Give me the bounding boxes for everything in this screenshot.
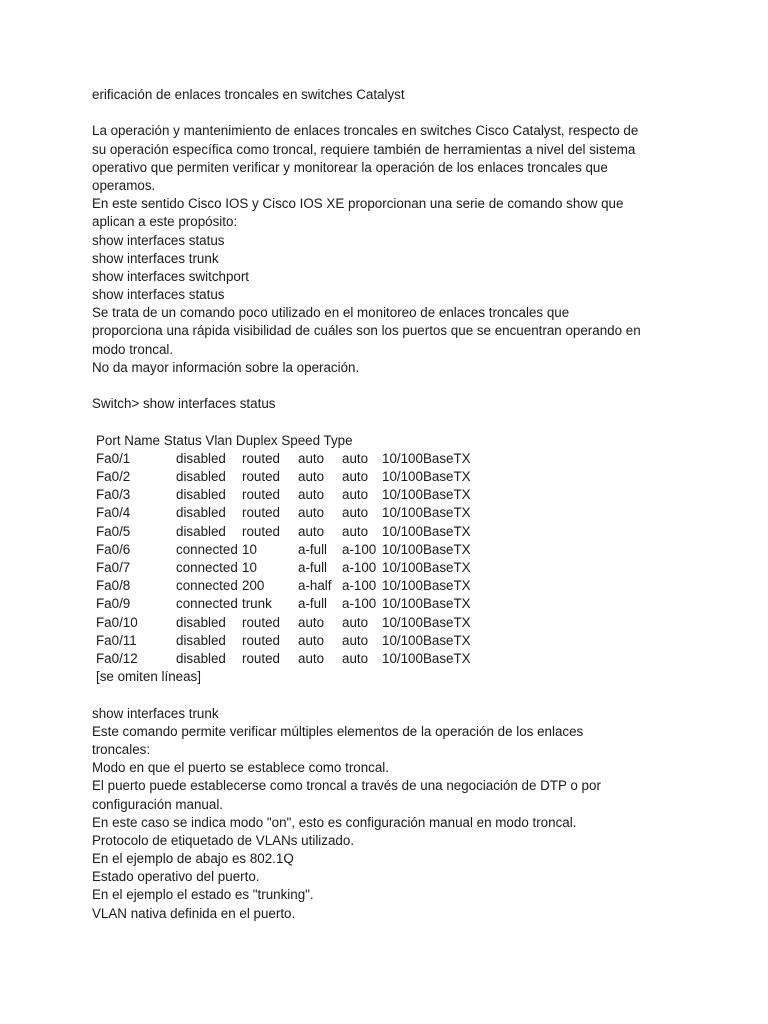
- status-cell: disabled: [176, 468, 226, 484]
- vlan-cell: routed: [242, 614, 280, 630]
- port-cell: Fa0/5: [96, 523, 131, 539]
- paragraph-line: operativo que permiten verificar y monitorear la operación de los enlaces troncales que: [92, 159, 608, 175]
- type-cell: 10/100BaseTX: [382, 614, 471, 630]
- duplex-cell: auto: [298, 632, 325, 648]
- table-row: [96, 614, 502, 632]
- duplex-cell: auto: [298, 614, 325, 630]
- spacer: [92, 377, 692, 395]
- vlan-cell: trunk: [242, 596, 272, 612]
- paragraph-line: modo troncal.: [92, 341, 174, 357]
- status-cell: connected: [176, 596, 238, 612]
- paragraph-line: Modo en que el puerto se establece como troncal.: [92, 760, 390, 776]
- duplex-cell: auto: [298, 505, 325, 521]
- spacer: [92, 104, 692, 122]
- port-cell: Fa0/6: [96, 541, 131, 557]
- table-row: [96, 523, 502, 541]
- type-cell: 10/100BaseTX: [382, 505, 471, 521]
- type-cell: 10/100BaseTX: [382, 450, 471, 466]
- table-row: [96, 650, 502, 668]
- table-row: [96, 504, 502, 522]
- duplex-cell: auto: [298, 650, 325, 666]
- paragraph-line: aplican a este propósito:: [92, 214, 238, 230]
- vlan-cell: routed: [242, 487, 280, 503]
- paragraph-line: su operación específica como troncal, requiere también de herramientas a nivel del sistema: [92, 141, 636, 157]
- spacer: [92, 686, 692, 704]
- paragraph-line: En este sentido Cisco IOS y Cisco IOS XE proporcionan una serie de comando show que: [92, 196, 624, 212]
- command-line: Switch> show interfaces status: [92, 396, 276, 412]
- paragraph-line: En este caso se indica modo "on", esto es configuración manual en modo troncal.: [92, 814, 577, 830]
- document-body: [92, 86, 692, 923]
- paragraph-line: Protocolo de etiquetado de VLANs utilizado.: [92, 832, 355, 848]
- port-cell: Fa0/4: [96, 505, 131, 521]
- speed-cell: a-100: [342, 578, 377, 594]
- status-table-header: Port Name Status Vlan Duplex Speed Type: [96, 432, 353, 448]
- duplex-cell: a-full: [298, 559, 328, 575]
- paragraph-line: No da mayor información sobre la operación.: [92, 359, 360, 375]
- port-cell: Fa0/7: [96, 559, 131, 575]
- vlan-cell: 10: [242, 541, 257, 557]
- type-cell: 10/100BaseTX: [382, 650, 471, 666]
- status-cell: disabled: [176, 650, 226, 666]
- status-cell: disabled: [176, 614, 226, 630]
- speed-cell: auto: [342, 650, 369, 666]
- port-cell: Fa0/8: [96, 578, 131, 594]
- paragraph-line: Se trata de un comando poco utilizado en el monitoreo de enlaces troncales que: [92, 305, 570, 321]
- port-cell: Fa0/3: [96, 487, 131, 503]
- status-cell: connected: [176, 559, 238, 575]
- paragraph-line: show interfaces status: [92, 232, 225, 248]
- duplex-cell: auto: [298, 450, 325, 466]
- table-row: [96, 632, 502, 650]
- type-cell: 10/100BaseTX: [382, 559, 471, 575]
- table-row: [96, 595, 502, 613]
- status-cell: disabled: [176, 632, 226, 648]
- type-cell: 10/100BaseTX: [382, 541, 471, 557]
- type-cell: 10/100BaseTX: [382, 578, 471, 594]
- port-cell: Fa0/12: [96, 650, 138, 666]
- table-row: [96, 541, 502, 559]
- vlan-cell: routed: [242, 650, 280, 666]
- port-cell: Fa0/11: [96, 632, 137, 648]
- paragraph-line: proporciona una rápida visibilidad de cuáles son los puertos que se encuentran operando en: [92, 323, 641, 339]
- port-cell: Fa0/9: [96, 596, 131, 612]
- duplex-cell: auto: [298, 468, 325, 484]
- vlan-cell: routed: [242, 450, 280, 466]
- type-cell: 10/100BaseTX: [382, 523, 471, 539]
- vlan-cell: 200: [242, 578, 265, 594]
- port-cell: Fa0/10: [96, 614, 138, 630]
- paragraph-line: VLAN nativa definida en el puerto.: [92, 905, 296, 921]
- speed-cell: auto: [342, 487, 369, 503]
- vlan-cell: 10: [242, 559, 257, 575]
- status-table: [96, 450, 502, 668]
- paragraph-line: En el ejemplo de abajo es 802.1Q: [92, 851, 294, 867]
- omitted-lines-note: [se omiten líneas]: [96, 669, 201, 685]
- paragraph-line: Estado operativo del puerto.: [92, 869, 260, 885]
- intro-paragraphs: [92, 122, 692, 377]
- paragraph-line: show interfaces trunk: [92, 705, 219, 721]
- port-cell: Fa0/2: [96, 468, 131, 484]
- speed-cell: auto: [342, 523, 369, 539]
- table-row: [96, 559, 502, 577]
- table-row: [96, 468, 502, 486]
- table-row: [96, 577, 502, 595]
- type-cell: 10/100BaseTX: [382, 487, 471, 503]
- paragraph-line: La operación y mantenimiento de enlaces troncales en switches Cisco Catalyst, respecto de: [92, 123, 639, 139]
- speed-cell: auto: [342, 614, 369, 630]
- paragraph-line: operamos.: [92, 177, 156, 193]
- vlan-cell: routed: [242, 632, 280, 648]
- type-cell: 10/100BaseTX: [382, 596, 471, 612]
- duplex-cell: a-full: [298, 596, 328, 612]
- duplex-cell: a-full: [298, 541, 328, 557]
- document-title: erificación de enlaces troncales en switches Catalyst: [92, 87, 405, 102]
- paragraph-line: troncales:: [92, 741, 151, 757]
- type-cell: 10/100BaseTX: [382, 468, 471, 484]
- speed-cell: auto: [342, 450, 369, 466]
- duplex-cell: auto: [298, 523, 325, 539]
- vlan-cell: routed: [242, 468, 280, 484]
- vlan-cell: routed: [242, 505, 280, 521]
- duplex-cell: auto: [298, 487, 325, 503]
- speed-cell: auto: [342, 505, 369, 521]
- paragraph-line: configuración manual.: [92, 796, 224, 812]
- speed-cell: a-100: [342, 596, 377, 612]
- speed-cell: a-100: [342, 559, 377, 575]
- speed-cell: a-100: [342, 541, 377, 557]
- status-cell: disabled: [176, 487, 226, 503]
- trunk-section: [92, 705, 692, 923]
- speed-cell: auto: [342, 632, 369, 648]
- paragraph-line: En el ejemplo el estado es "trunking".: [92, 887, 314, 903]
- status-cell: connected: [176, 541, 238, 557]
- spacer: [92, 413, 692, 431]
- status-cell: connected: [176, 578, 238, 594]
- status-cell: disabled: [176, 523, 226, 539]
- paragraph-line: show interfaces trunk: [92, 250, 219, 266]
- paragraph-line: show interfaces status: [92, 287, 225, 303]
- duplex-cell: a-half: [298, 578, 332, 594]
- vlan-cell: routed: [242, 523, 280, 539]
- paragraph-line: Este comando permite verificar múltiples elementos de la operación de los enlaces: [92, 723, 584, 739]
- port-cell: Fa0/1: [96, 450, 131, 466]
- speed-cell: auto: [342, 468, 369, 484]
- table-row: [96, 486, 502, 504]
- type-cell: 10/100BaseTX: [382, 632, 471, 648]
- table-row: [96, 450, 502, 468]
- status-cell: disabled: [176, 505, 226, 521]
- paragraph-line: show interfaces switchport: [92, 268, 250, 284]
- status-cell: disabled: [176, 450, 226, 466]
- paragraph-line: El puerto puede establecerse como troncal a través de una negociación de DTP o por: [92, 778, 601, 794]
